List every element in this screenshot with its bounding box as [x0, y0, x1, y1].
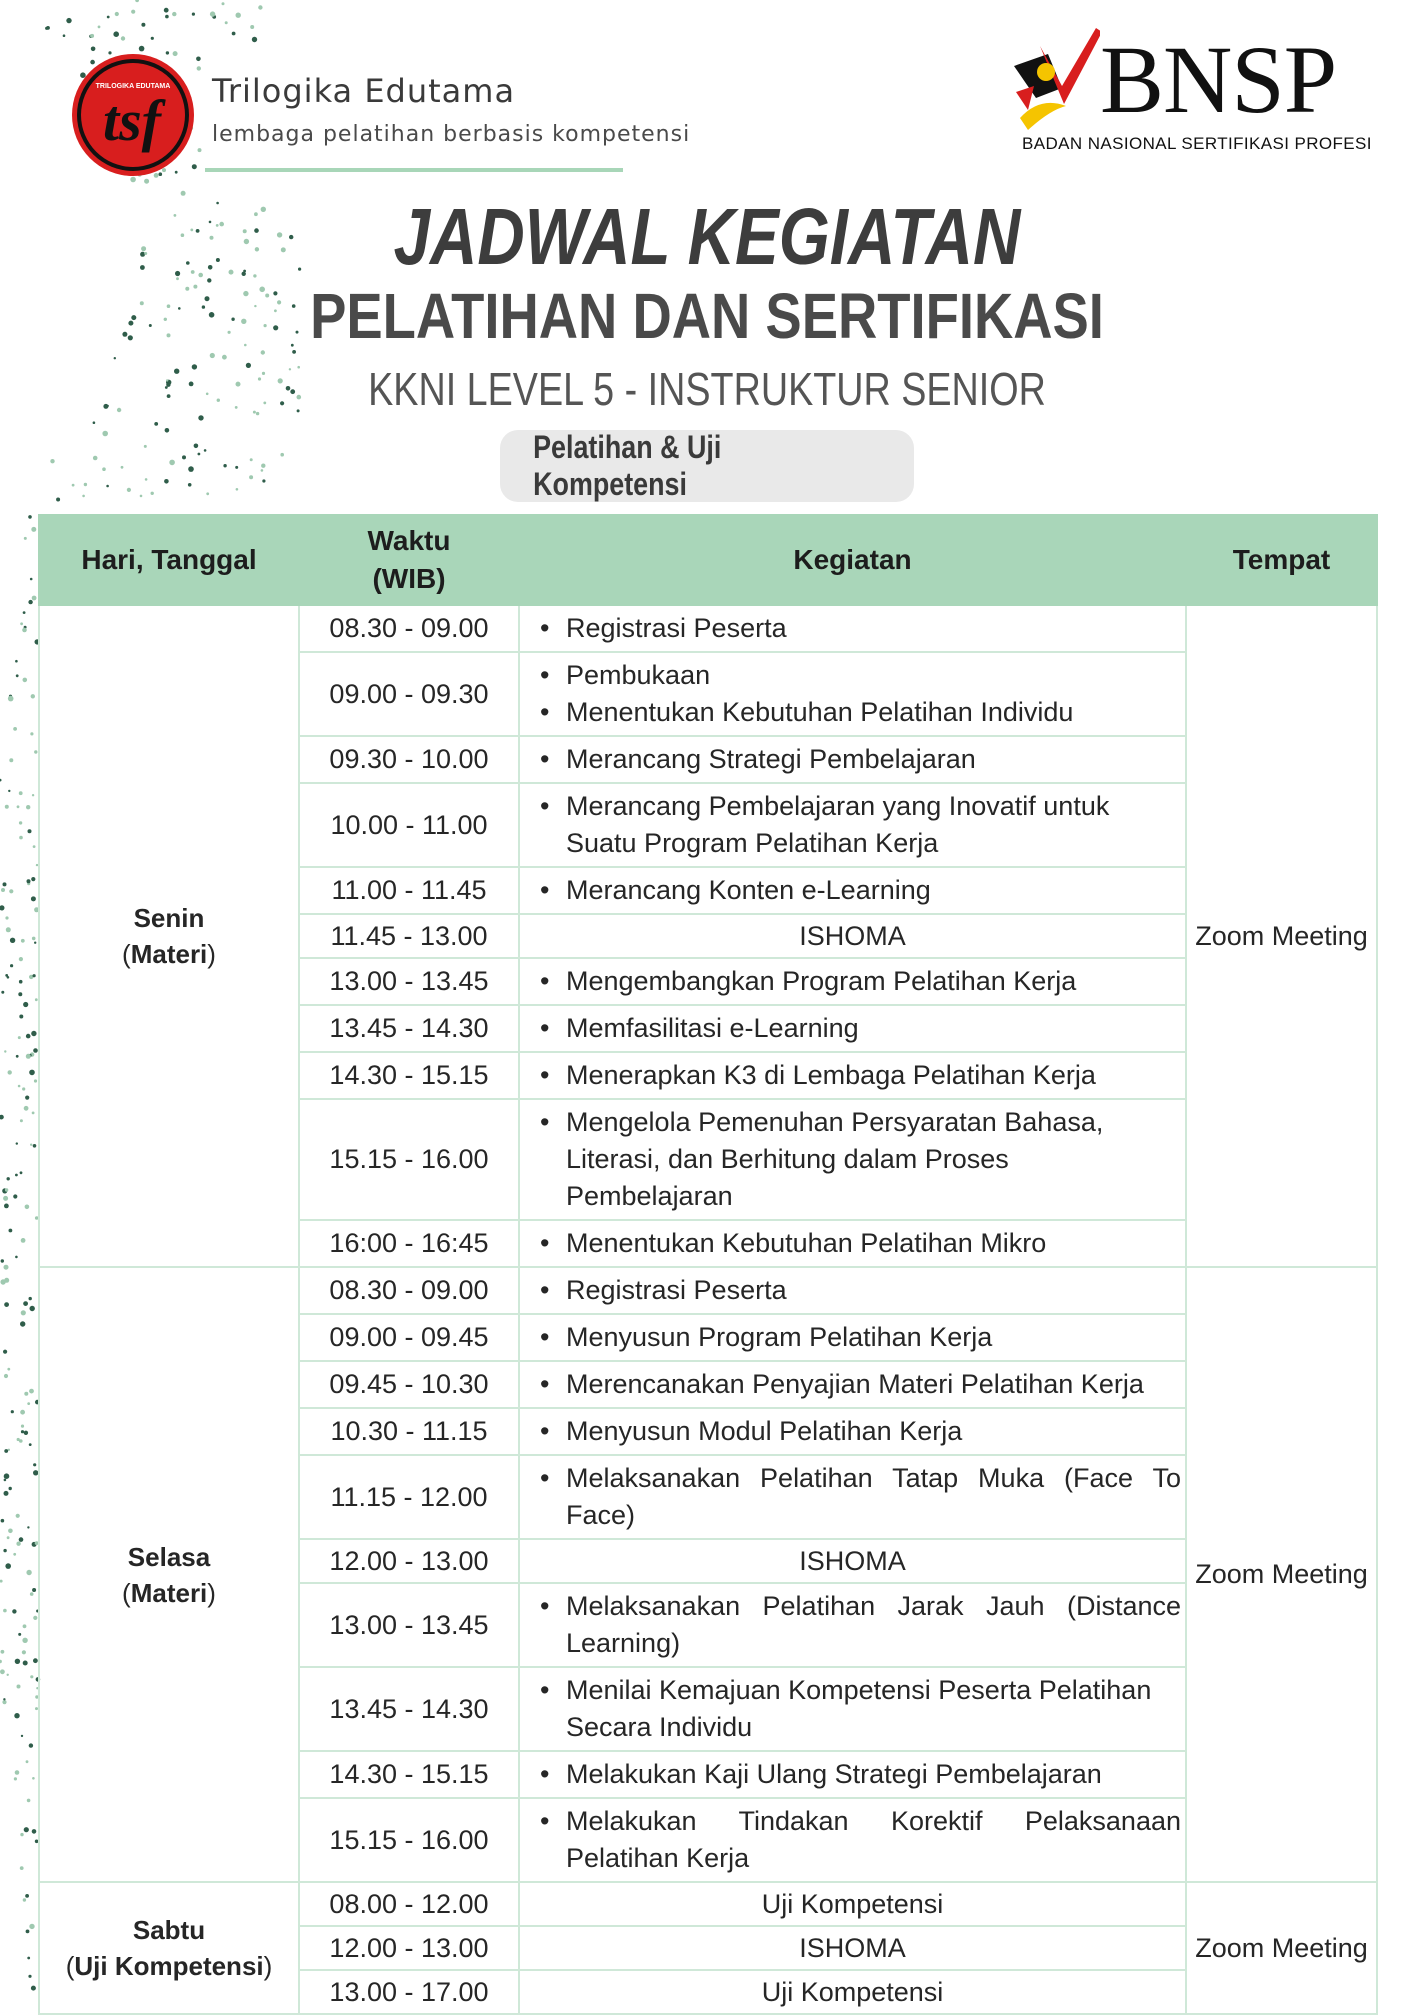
activity-item: • Melaksanakan Pelatihan Jarak Jauh (Distance Learning)	[566, 1588, 1181, 1662]
bnsp-logo-icon	[1010, 26, 1100, 138]
activity-cell	[519, 652, 1186, 736]
time-cell: 15.15 - 16.00	[299, 1099, 519, 1220]
activity-item: • Merancang Pembelajaran yang Inovatif untuk Suatu Program Pelatihan Kerja	[566, 788, 1181, 862]
activity-cell	[519, 1314, 1186, 1361]
activity-item: • Registrasi Peserta	[566, 610, 1181, 647]
page-subtitle: PELATIHAN DAN SERTIFIKASI	[310, 280, 1104, 352]
activity-cell	[519, 1408, 1186, 1455]
activity-cell: Uji Kompetensi	[519, 1970, 1186, 2014]
time-cell: 13.45 - 14.30	[299, 1005, 519, 1052]
time-cell: 12.00 - 13.00	[299, 1926, 519, 1970]
time-cell: 09.00 - 09.45	[299, 1314, 519, 1361]
day-type: Materi	[130, 1577, 208, 1608]
time-cell: 09.45 - 10.30	[299, 1361, 519, 1408]
time-cell: 11.00 - 11.45	[299, 867, 519, 914]
activity-cell	[519, 1798, 1186, 1882]
activity-cell	[519, 1052, 1186, 1099]
activity-cell	[519, 1267, 1186, 1314]
organization-name: Trilogika Edutama	[212, 72, 516, 110]
place-cell: Zoom Meeting	[1186, 1267, 1377, 1882]
time-cell: 13.00 - 17.00	[299, 1970, 519, 2014]
program-badge	[500, 430, 914, 502]
time-cell: 09.30 - 10.00	[299, 736, 519, 783]
day-name: Sabtu	[132, 1915, 206, 1945]
activity-cell	[519, 1005, 1186, 1052]
activity-item: • Menyusun Modul Pelatihan Kerja	[566, 1413, 1181, 1450]
activity-item: • Pembukaan	[566, 657, 1181, 694]
time-cell: 08.00 - 12.00	[299, 1882, 519, 1926]
program-badge-label: Pelatihan & Uji Kompetensi	[533, 429, 722, 502]
time-cell: 08.30 - 09.00	[299, 605, 519, 652]
activity-cell	[519, 958, 1186, 1005]
time-cell: 14.30 - 15.15	[299, 1052, 519, 1099]
header-activity: Kegiatan	[519, 515, 1186, 605]
activity-cell: ISHOMA	[519, 1539, 1186, 1583]
time-cell: 12.00 - 13.00	[299, 1539, 519, 1583]
time-cell: 10.00 - 11.00	[299, 783, 519, 867]
activity-item: • Melaksanakan Pelatihan Tatap Muka (Face To Face)	[566, 1460, 1181, 1534]
activity-cell	[519, 783, 1186, 867]
header-time-label: Waktu	[367, 525, 451, 556]
activity-item: • Menerapkan K3 di Lembaga Pelatihan Kerja	[566, 1057, 1181, 1094]
bnsp-subtitle: BADAN NASIONAL SERTIFIKASI PROFESI	[1022, 134, 1372, 153]
table-row	[39, 1882, 1377, 1926]
trilogika-logo-icon	[70, 52, 196, 178]
activity-cell	[519, 1361, 1186, 1408]
place-cell: Zoom Meeting	[1186, 605, 1377, 1267]
time-cell: 16:00 - 16:45	[299, 1220, 519, 1267]
time-cell: 11.45 - 13.00	[299, 914, 519, 958]
activity-item: • Merancang Konten e-Learning	[566, 872, 1181, 909]
activity-cell: Uji Kompetensi	[519, 1882, 1186, 1926]
page-title: JADWAL KEGIATAN	[393, 192, 1021, 281]
bnsp-title: BNSP	[1100, 26, 1337, 133]
activity-cell: ISHOMA	[519, 914, 1186, 958]
header-day: Hari, Tanggal	[39, 515, 299, 605]
activity-cell	[519, 1099, 1186, 1220]
activity-item: • Menilai Kemajuan Kompetensi Peserta Pelatihan Secara Individu	[566, 1672, 1181, 1746]
day-type: Materi	[130, 939, 208, 969]
time-cell: 11.15 - 12.00	[299, 1455, 519, 1539]
activity-cell	[519, 1751, 1186, 1798]
activity-item: • Registrasi Peserta	[566, 1272, 1181, 1309]
activity-cell	[519, 1583, 1186, 1667]
header-divider	[205, 168, 623, 172]
header-place: Tempat	[1186, 515, 1377, 605]
activity-cell: ISHOMA	[519, 1926, 1186, 1970]
level-title: KKNI LEVEL 5 - INSTRUKTUR SENIOR	[368, 363, 1046, 415]
activity-item: • Merancang Strategi Pembelajaran	[566, 741, 1181, 778]
activity-item: • Menentukan Kebutuhan Pelatihan Individu	[566, 694, 1181, 731]
organization-tagline: lembaga pelatihan berbasis kompetensi	[212, 122, 691, 147]
place-cell: Zoom Meeting	[1186, 1882, 1377, 2014]
time-cell: 08.30 - 09.00	[299, 1267, 519, 1314]
activity-item: • Menyusun Program Pelatihan Kerja	[566, 1319, 1181, 1356]
schedule-body	[39, 605, 1377, 2014]
activity-item: • Melakukan Kaji Ulang Strategi Pembelajaran	[566, 1756, 1181, 1793]
activity-cell	[519, 1455, 1186, 1539]
table-header-row	[39, 515, 1377, 605]
schedule-table	[38, 514, 1378, 2015]
activity-cell	[519, 605, 1186, 652]
day-type: Uji Kompetensi	[74, 1951, 264, 1981]
activity-cell	[519, 1667, 1186, 1751]
table-row	[39, 605, 1377, 652]
logo-left-mark: tsf	[103, 88, 161, 153]
time-cell: 13.45 - 14.30	[299, 1667, 519, 1751]
time-cell: 10.30 - 11.15	[299, 1408, 519, 1455]
header-time: Waktu (WIB)	[299, 515, 519, 605]
day-cell: Selasa (Materi)	[39, 1267, 299, 1882]
day-cell: Senin (Materi)	[39, 605, 299, 1267]
activity-cell	[519, 1220, 1186, 1267]
activity-item: • Mengelola Pemenuhan Persyaratan Bahasa, Literasi, dan Berhitung dalam Proses Pembelajaran	[566, 1104, 1181, 1215]
day-name: Selasa	[127, 1541, 211, 1572]
logo-left-caption: TRILOGIKA EDUTAMA	[95, 83, 171, 90]
day-cell: Sabtu (Uji Kompetensi)	[39, 1882, 299, 2014]
activity-item: • Merencanakan Penyajian Materi Pelatihan Kerja	[566, 1366, 1181, 1403]
day-name: Senin	[133, 903, 205, 933]
time-cell: 15.15 - 16.00	[299, 1798, 519, 1882]
activity-item: • Menentukan Kebutuhan Pelatihan Mikro	[566, 1225, 1181, 1262]
time-cell: 09.00 - 09.30	[299, 652, 519, 736]
activity-item: • Mengembangkan Program Pelatihan Kerja	[566, 963, 1181, 1000]
activity-item: • Melakukan Tindakan Korektif Pelaksanaan Pelatihan Kerja	[566, 1803, 1181, 1877]
table-row	[39, 1267, 1377, 1314]
activity-cell	[519, 736, 1186, 783]
time-cell: 13.00 - 13.45	[299, 1583, 519, 1667]
activity-item: • Memfasilitasi e-Learning	[566, 1010, 1181, 1047]
header-time-unit: WIB	[381, 563, 437, 594]
time-cell: 13.00 - 13.45	[299, 958, 519, 1005]
time-cell: 14.30 - 15.15	[299, 1751, 519, 1798]
activity-cell	[519, 867, 1186, 914]
